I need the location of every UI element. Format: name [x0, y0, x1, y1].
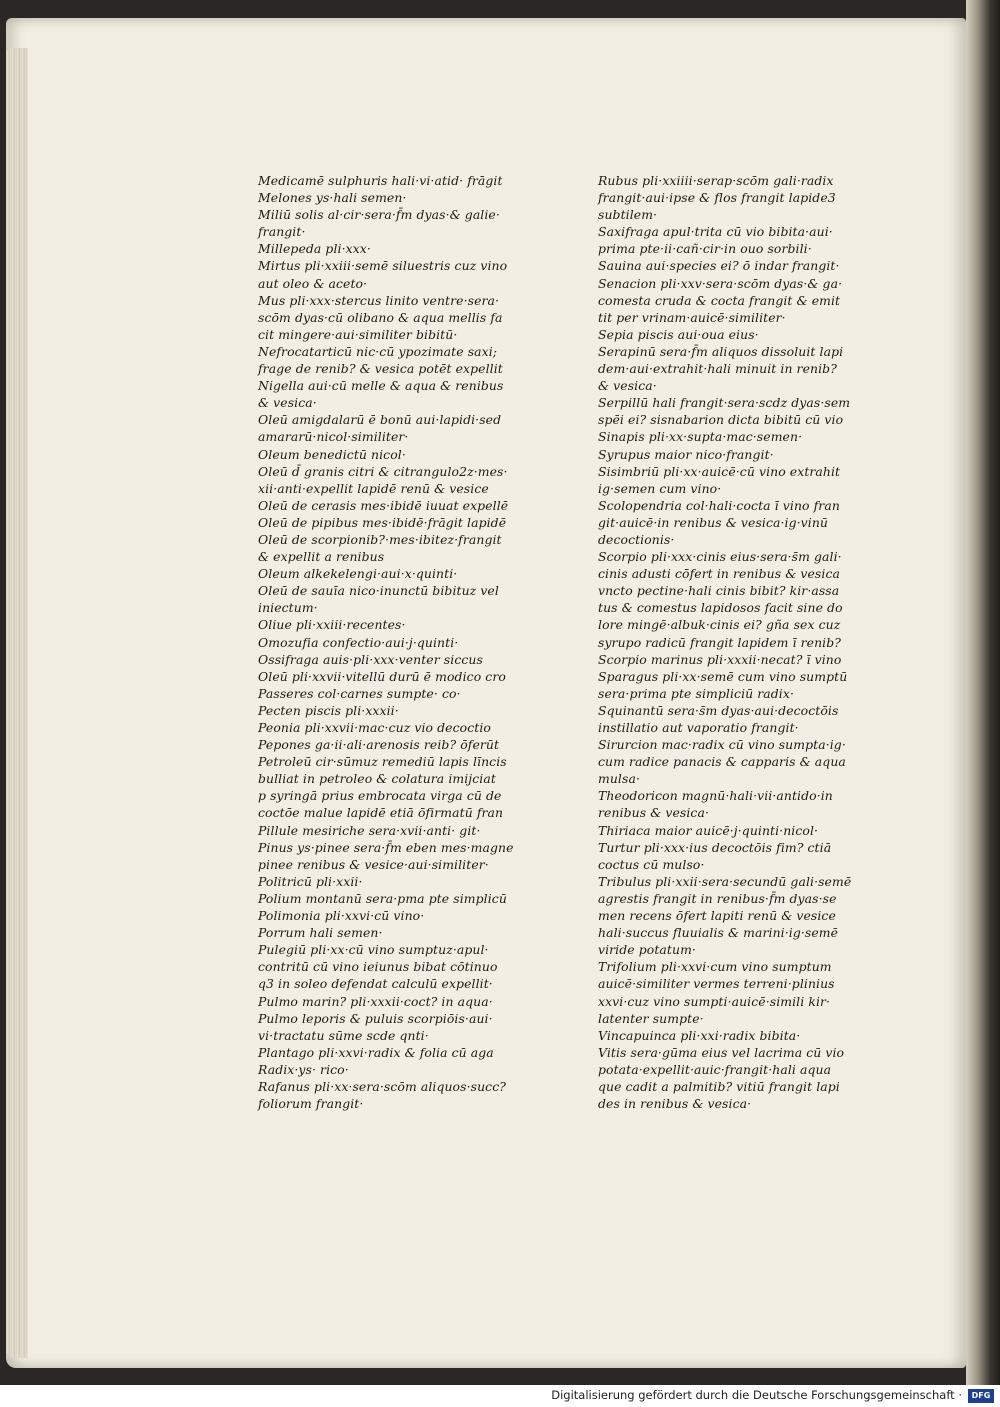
- text-line: Mirtus pli·xxiii·semē siluestris cuz vino: [258, 258, 508, 274]
- text-line: Oleum alkekelengi·aui·x·quinti·: [258, 566, 458, 582]
- text-line: spēi ei? sisnabarion dicta bibitū cū vio: [598, 412, 844, 428]
- text-line: Scorpio pli·xxx·cinis eius·sera·s̄m gali·: [598, 549, 842, 565]
- text-line: Sepia piscis aui·oua eius·: [598, 326, 759, 342]
- text-line: Pulmo leporis & puluis scorpiōis·aui·: [258, 1010, 493, 1026]
- text-line: tit per vrinam·auicē·similiter·: [598, 309, 786, 325]
- text-line: Porrum hali semen·: [258, 925, 383, 941]
- text-line: Oleū de pipibus mes·ibidē·frāgit lapidē: [258, 514, 507, 530]
- text-line: Passeres col·carnes sumpte· co·: [258, 685, 461, 701]
- text-line: bulliat in petroleo & colatura imijciat: [258, 771, 496, 787]
- text-column-left: [258, 172, 548, 1112]
- text-line: instillatio aut vaporatio frangit·: [598, 720, 799, 735]
- text-line: & vesica·: [258, 395, 317, 411]
- text-line: vncto pectine·hali cinis bibit? kir·assa: [598, 583, 840, 599]
- text-line: Nigella aui·cū melle & aqua & renibus: [258, 378, 504, 394]
- dfg-logo: DFG: [968, 1389, 994, 1403]
- text-line: Oleū de cerasis mes·ibidē iuuat expellē: [258, 497, 509, 513]
- text-line: Petroleū cir·sūmuz remediū lapis līncis: [258, 754, 507, 770]
- text-column-right: [598, 172, 888, 1112]
- text-line: coctōe malue lapidē etiā ōfirmatū fran: [258, 805, 504, 821]
- text-line: prima pte·ii·cañ·cir·in ouo sorbili·: [598, 241, 812, 257]
- text-line: git·auicē·in renibus & vesica·ig·vinū: [598, 514, 828, 530]
- text-line: Millepeda pli·xxx·: [258, 241, 371, 257]
- text-line: q3 in soleo defendat calculū expellit·: [258, 976, 493, 992]
- text-line: Oleū de scorpionib?·mes·ibitez·frangit: [258, 531, 502, 547]
- text-line: Pillule mesiriche sera·xvii·anti· git·: [258, 822, 481, 838]
- text-line: des in renibus & vesica·: [598, 1096, 752, 1112]
- text-line: frangit·: [258, 224, 306, 240]
- text-line: Ossifraga auis·pli·xxx·venter siccus: [258, 651, 483, 667]
- text-line: frage de renib? & vesica potēt expellit: [258, 361, 503, 377]
- text-line: Squinantū sera·s̄m dyas·aui·decoctōis: [598, 702, 839, 718]
- text-line: que cadit a palmitib? vitiū frangit lapi: [598, 1078, 840, 1094]
- text-line: pinee renibus & vesice·aui·similiter·: [258, 856, 489, 872]
- text-line: Vitis sera·gūma eius vel lacrima cū vio: [598, 1044, 845, 1060]
- text-line: Medicamē sulphuris hali·vi·atid· frāgit: [258, 173, 503, 188]
- text-line: Pulmo marin? pli·xxxii·coct? in aqua·: [258, 993, 493, 1009]
- text-line: Sirurcion mac·radix cū vino sumpta·ig·: [598, 737, 846, 753]
- text-line: cit mingere·aui·similiter bibitū·: [258, 326, 458, 342]
- text-line: Theodoricon magnū·hali·vii·antido·in: [598, 788, 833, 804]
- text-line: sera·prima pte simpliciū radix·: [598, 685, 794, 701]
- text-line: subtilem·: [598, 207, 658, 223]
- text-line: Oleū pli·xxvii·vitellū durū ē modico cro: [258, 668, 506, 684]
- text-line: frangit·aui·ipse & flos frangit lapide3: [598, 190, 836, 206]
- text-line: auicē·similiter vermes terreni·plinius: [598, 976, 835, 992]
- text-line: lore mingē·albuk·cinis ei? gña sex cuz: [598, 617, 841, 633]
- text-line: Saxifraga apul·trita cū vio bibita·aui·: [598, 224, 833, 240]
- text-line: cum radice panacis & capparis & aqua: [598, 754, 846, 770]
- text-line: Polimonia pli·xxvi·cū vino·: [258, 908, 425, 924]
- text-line: Mus pli·xxx·stercus linito ventre·sera·: [258, 292, 500, 308]
- text-line: Trifolium pli·xxvi·cum vino sumptum: [598, 959, 832, 975]
- text-line: Turtur pli·xxx·ius decoctōis fim? ctiā: [598, 839, 832, 855]
- text-line: Politricū pli·xxii·: [258, 873, 363, 889]
- text-line: Pinus ys·pinee sera·f̄m eben mes·magne: [258, 839, 514, 855]
- text-line: aut oleo & aceto·: [258, 275, 368, 291]
- text-line: Pecten piscis pli·xxxii·: [258, 702, 399, 718]
- book-binding: [966, 0, 1000, 1385]
- text-line: Rubus pli·xxiiii·serap·scōm gali·radix: [598, 173, 834, 188]
- text-line: xii·anti·expellit lapidē renū & vesice: [258, 480, 489, 496]
- text-line: Scorpio marinus pli·xxxii·necat? ī vino: [598, 651, 842, 667]
- text-line: Pepones ga·ii·ali·arenosis reib? ōferūt: [258, 737, 500, 753]
- text-line: Oleū d̄ granis citri & citrangulo2z·mes·: [258, 463, 508, 479]
- text-line: cinis adusti cōfert in renibus & vesica: [598, 566, 840, 582]
- text-line: Sinapis pli·xx·supta·mac·semen·: [598, 429, 803, 445]
- text-line: vi·tractatu sūme scde qnti·: [258, 1027, 429, 1043]
- text-line: agrestis frangit in renibus·f̄m dyas·se: [598, 890, 837, 906]
- text-line: tus & comestus lapidosos facit sine do: [598, 600, 843, 616]
- text-line: latenter sumpte·: [598, 1010, 704, 1026]
- text-line: viride potatum·: [598, 942, 696, 958]
- text-line: contritū cū vino ieiunus bibat cōtinuo: [258, 959, 498, 975]
- text-line: men recens ōfert lapiti renū & vesice: [598, 908, 836, 924]
- text-line: dem·aui·extrahit·hali minuit in renib?: [598, 361, 837, 377]
- text-line: Melones ys·hali semen·: [258, 190, 407, 206]
- text-line: Miliū solis al·cir·sera·f̄m dyas·& galie·: [258, 207, 500, 223]
- text-line: syrupo radicū frangit lapidem ī renib?: [598, 634, 842, 650]
- text-line: Sparagus pli·xx·semē cum vino sumptū: [598, 668, 848, 684]
- text-line: Rafanus pli·xx·sera·scōm aliquos·succ?: [258, 1078, 506, 1094]
- footer-credit: Digitalisierung gefördert durch die Deutsche Forschungsgemeinschaft ·: [551, 1388, 962, 1402]
- text-line: Sisimbriū pli·xx·auicē·cū vino extrahit: [598, 463, 841, 479]
- text-line: Oleū amigdalarū ē bonū aui·lapidi·sed: [258, 412, 502, 428]
- text-line: Serapinū sera·f̄m aliquos dissoluit lapi: [598, 343, 844, 359]
- text-line: p syringā prius embrocata virga cū de: [258, 788, 502, 804]
- text-line: potata·expellit·auic·frangit·hali aqua: [598, 1061, 832, 1077]
- text-line: Omozufia confectio·aui·j·quinti·: [258, 634, 459, 650]
- text-line: comesta cruda & cocta frangit & emit: [598, 292, 841, 308]
- text-line: ig·semen cum vino·: [598, 480, 722, 496]
- text-line: & vesica·: [598, 378, 657, 394]
- text-line: iniectum·: [258, 600, 318, 616]
- text-line: decoctionis·: [598, 531, 675, 547]
- text-line: Peonia pli·xxvii·mac·cuz vio decoctio: [258, 720, 491, 735]
- text-line: xxvi·cuz vino sumpti·auicē·simili kir·: [598, 993, 831, 1009]
- text-line: Serpillū hali frangit·sera·scdz dyas·sem: [598, 395, 851, 411]
- text-line: amararū·nicol·similiter·: [258, 429, 409, 445]
- text-line: Polium montanū sera·pma pte simplicū: [258, 890, 507, 906]
- text-line: Tribulus pli·xxii·sera·secundū gali·semē: [598, 873, 852, 889]
- text-line: Syrupus maior nico·frangit·: [598, 446, 774, 462]
- text-line: Sauina aui·species ei? ō indar frangit·: [598, 258, 840, 274]
- text-line: Oleum benedictū nicol·: [258, 446, 406, 462]
- text-line: Vincapuinca pli·xxi·radix bibita·: [598, 1027, 801, 1043]
- text-line: hali·succus fluuialis & marini·ig·semē: [598, 925, 839, 941]
- text-line: Thiriaca maior auicē·j·quinti·nicol·: [598, 822, 819, 838]
- text-line: mulsa·: [598, 771, 640, 787]
- text-line: & expellit a renibus: [258, 549, 385, 565]
- page-edges: [6, 48, 28, 1358]
- text-line: Oleū de sauīa nico·inunctū bibituz vel: [258, 583, 499, 599]
- text-line: scōm dyas·cū olibano & aqua mellis fa: [258, 309, 503, 325]
- text-line: Pulegiū pli·xx·cū vino sumptuz·apul·: [258, 942, 489, 958]
- text-line: coctus cū mulso·: [598, 856, 705, 872]
- text-line: Nefrocatarticū nic·cū ypozimate saxi;: [258, 343, 498, 359]
- text-line: foliorum frangit·: [258, 1096, 364, 1112]
- text-line: renibus & vesica·: [598, 805, 709, 821]
- text-line: Radix·ys· rico·: [258, 1061, 349, 1077]
- text-line: Plantago pli·xxvi·radix & folia cū aga: [258, 1044, 494, 1060]
- footer-bar: [0, 1385, 1000, 1407]
- text-line: Senacion pli·xxv·sera·scōm dyas·& ga·: [598, 275, 843, 291]
- text-line: Scolopendria col·hali·cocta ī vino fran: [598, 497, 840, 513]
- text-line: Oliue pli·xxiii·recentes·: [258, 617, 406, 633]
